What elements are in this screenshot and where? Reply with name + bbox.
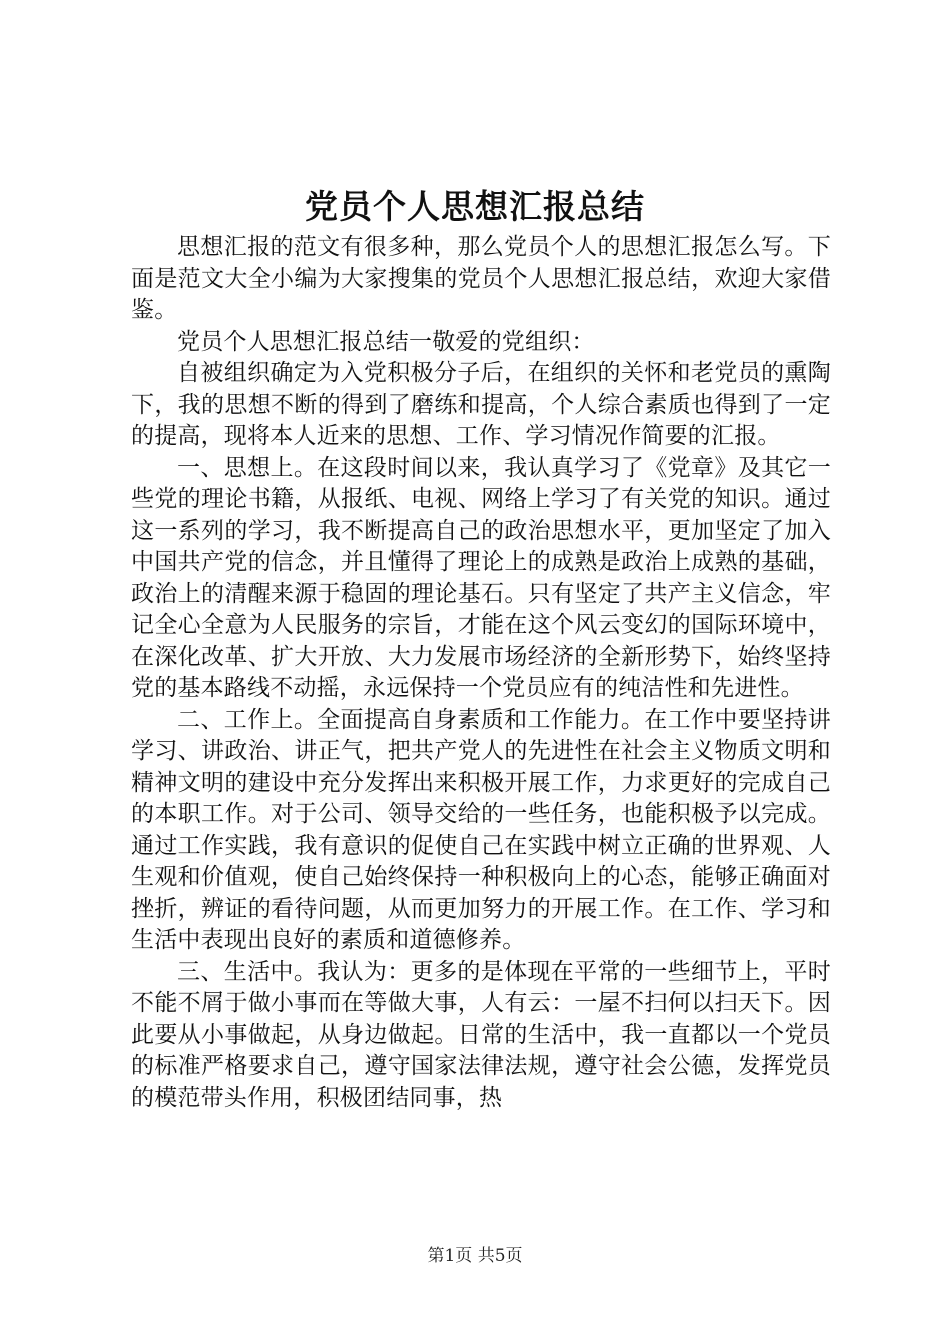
paragraph-work: 二、工作上。全面提高自身素质和工作能力。在工作中要坚持讲学习、讲政治、讲正气，把共产党人的先进性在社会主义物质文明和精神文明的建设中充分发挥出来积极开展工作，力求更好的完成自己的本职工作。对于公司、领导交给的一些任务，也能积极予以完成。通过工作实践，我有意识的促使自己在实践中树立正确的世界观、人生观和价值观，使自己始终保持一种积极向上的心态，能够正确面对挫折，辨证的看待问题，从而更加努力的开展工作。在工作、学习和生活中表现出良好的素质和道德修养。 (131, 706, 831, 953)
paragraph-thought: 一、思想上。在这段时间以来，我认真学习了《党章》及其它一些党的理论书籍，从报纸、电视、网络上学习了有关党的知识。通过这一系列的学习，我不断提高自己的政治思想水平，更加坚定了加入中国共产党的信念，并且懂得了理论上的成熟是政治上成熟的基础，政治上的清醒来源于稳固的理论基石。只有坚定了共产主义信念，牢记全心全意为人民服务的宗旨，才能在这个风云变幻的国际环境中，在深化改革、扩大开放、大力发展市场经济的全新形势下，始终坚持党的基本路线不动摇，永远保持一个党员应有的纯洁性和先进性。 (131, 454, 831, 701)
paragraph-intro: 思想汇报的范文有很多种，那么党员个人的思想汇报怎么写。下面是范文大全小编为大家搜集的党员个人思想汇报总结，欢迎大家借鉴。 (131, 234, 831, 323)
paragraph-life: 三、生活中。我认为：更多的是体现在平常的一些细节上，平时不能不屑于做小事而在等做大事，人有云：一屋不扫何以扫天下。因此要从小事做起，从身边做起。日常的生活中，我一直都以一个党员的标准严格要求自己，遵守国家法律法规，遵守社会公德，发挥党员的模范带头作用，积极团结同事，热 (131, 958, 831, 1111)
paragraph-salutation: 党员个人思想汇报总结一敬爱的党组织： (177, 328, 595, 355)
document-title: 党员个人思想汇报总结 (305, 187, 645, 226)
document-body (131, 232, 831, 1114)
page-number-footer: 第1页 共5页 (427, 1246, 523, 1266)
paragraph-opening: 自被组织确定为入党积极分子后，在组织的关怀和老党员的熏陶下，我的思想不断的得到了磨练和提高，个人综合素质也得到了一定的提高，现将本人近来的思想、工作、学习情况作简要的汇报。 (131, 360, 831, 449)
